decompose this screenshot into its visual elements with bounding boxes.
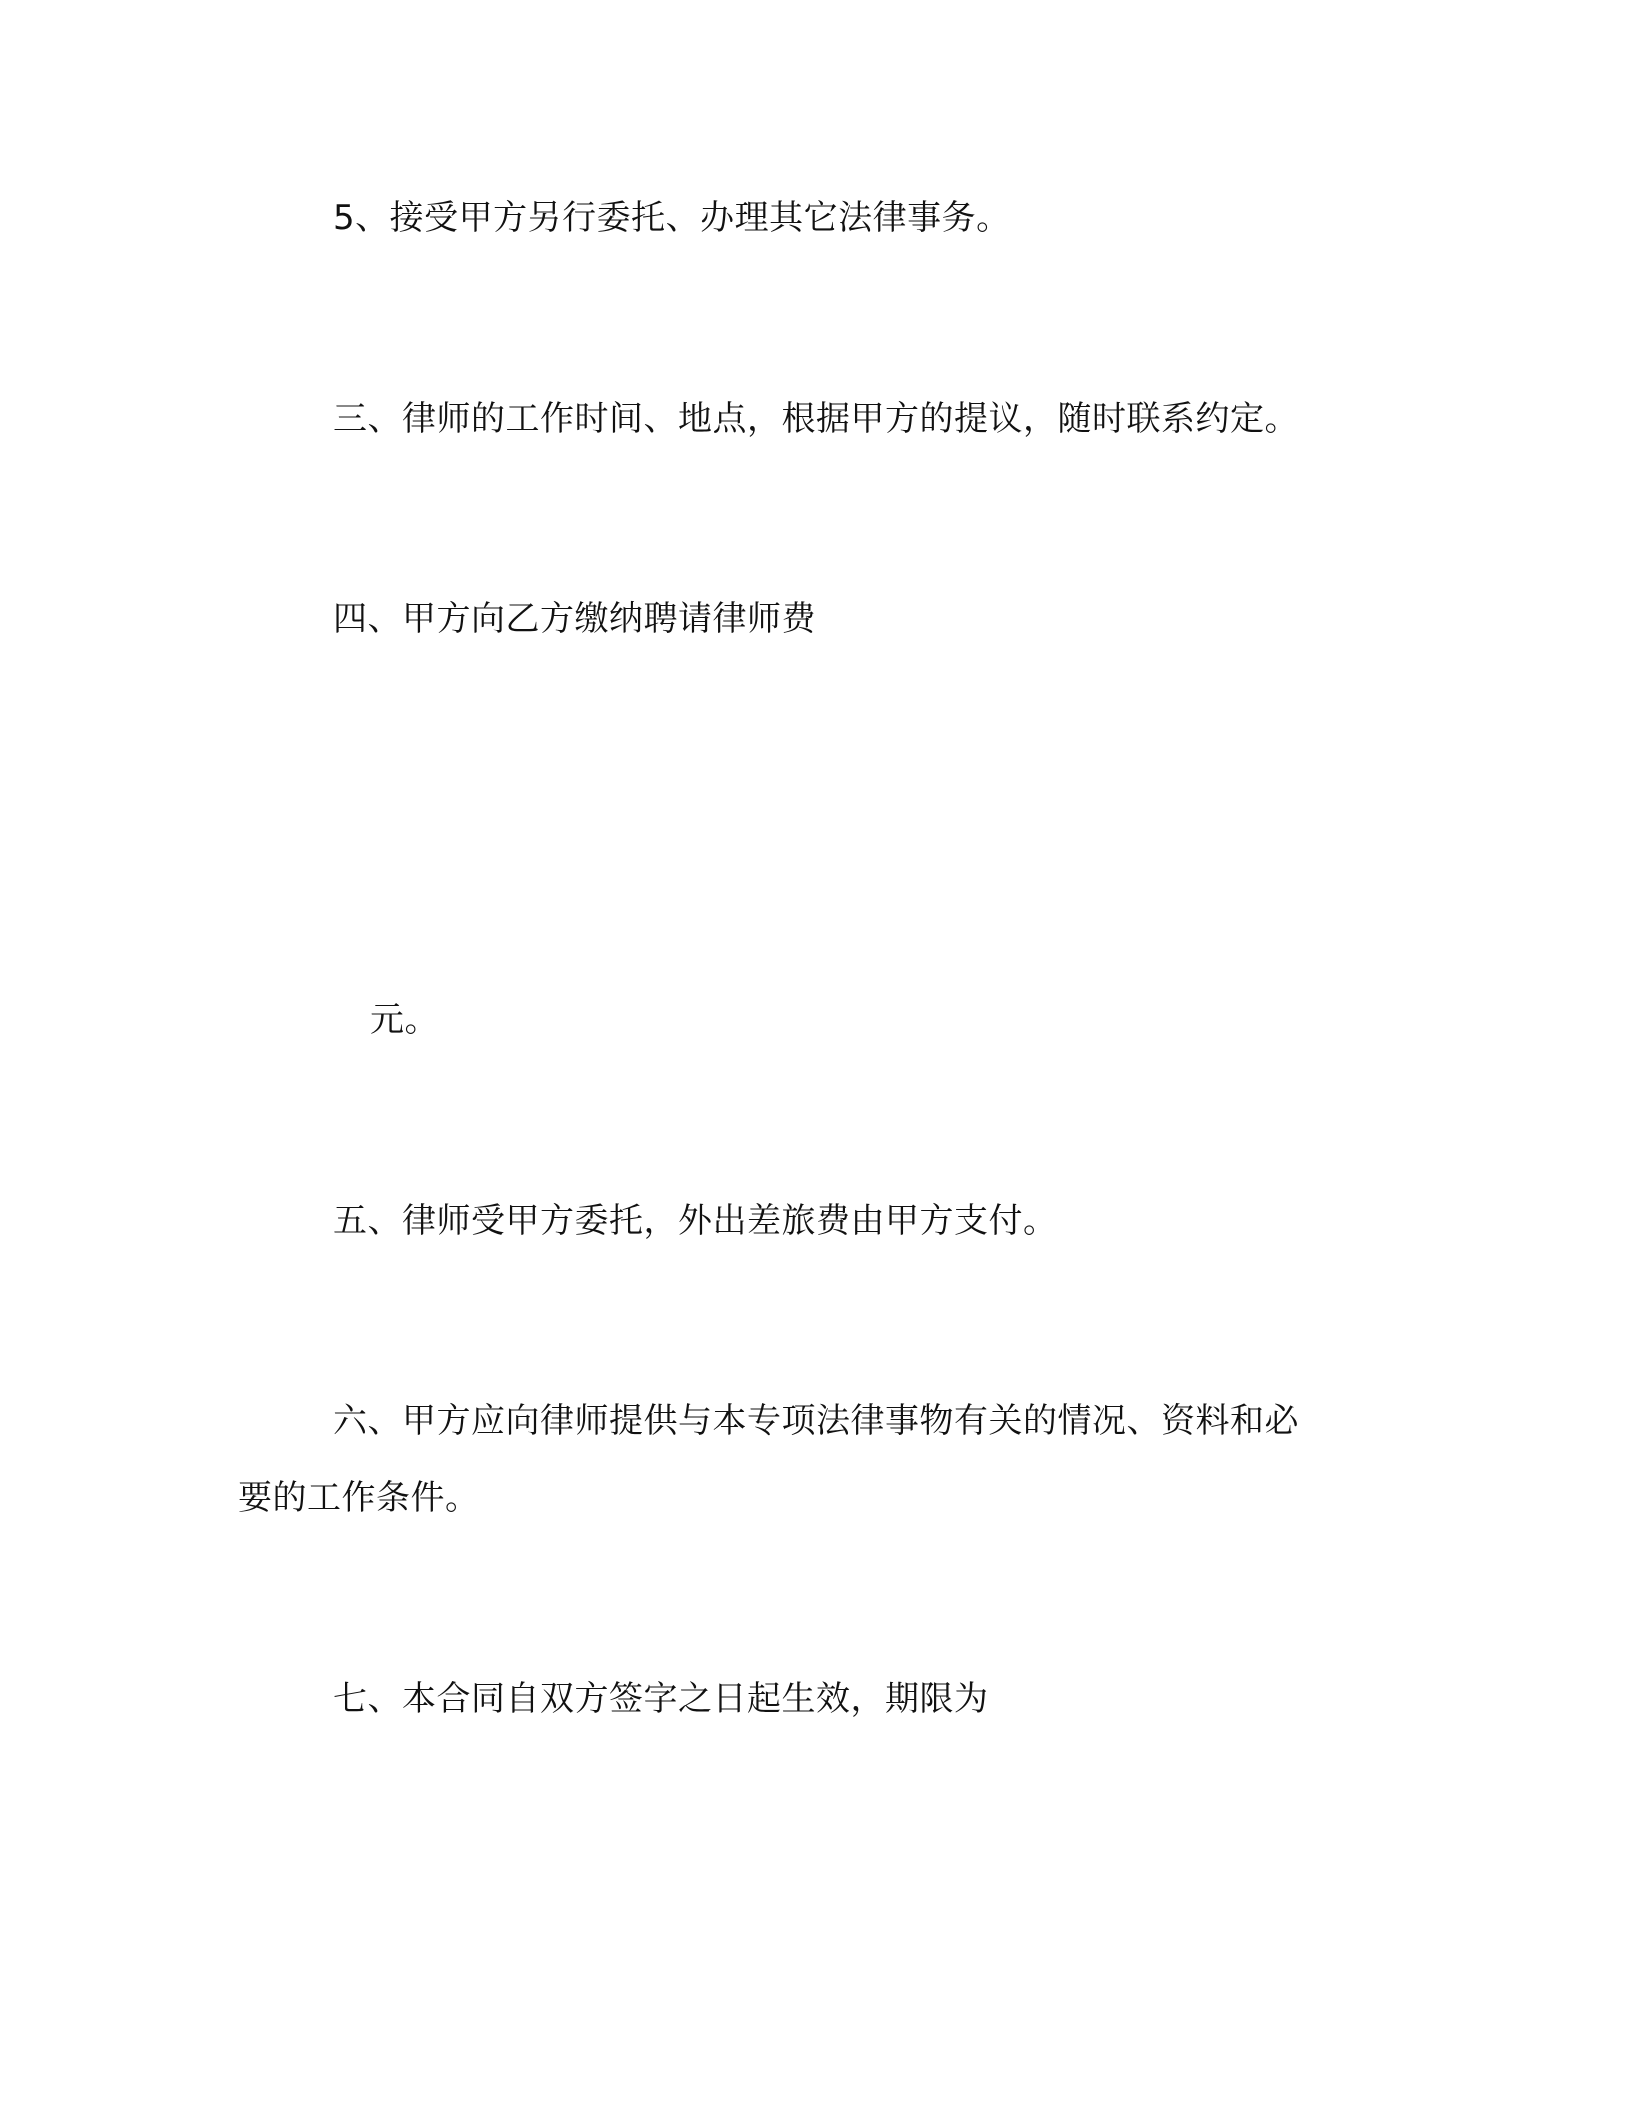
clause-6-text-line1: 六、甲方应向律师提供与本专项法律事物有关的情况、资料和必 (333, 1401, 1299, 1441)
clause-6-text-line2: 要的工作条件。 (238, 1478, 480, 1518)
clause-5b-text: 五、律师受甲方委托，外出差旅费由甲方支付。 (333, 1201, 1058, 1241)
clause-4-text: 四、甲方向乙方缴纳聘请律师费 (333, 599, 816, 639)
clause-4-amount-unit: 元。 (370, 1000, 439, 1040)
clause-7-text: 七、本合同自双方签字之日起生效，期限为 (333, 1679, 989, 1719)
clause-3-text: 三、律师的工作时间、地点，根据甲方的提议，随时联系约定。 (333, 399, 1299, 439)
clause-5-text: 5、接受甲方另行委托、办理其它法律事务。 (333, 198, 1011, 238)
